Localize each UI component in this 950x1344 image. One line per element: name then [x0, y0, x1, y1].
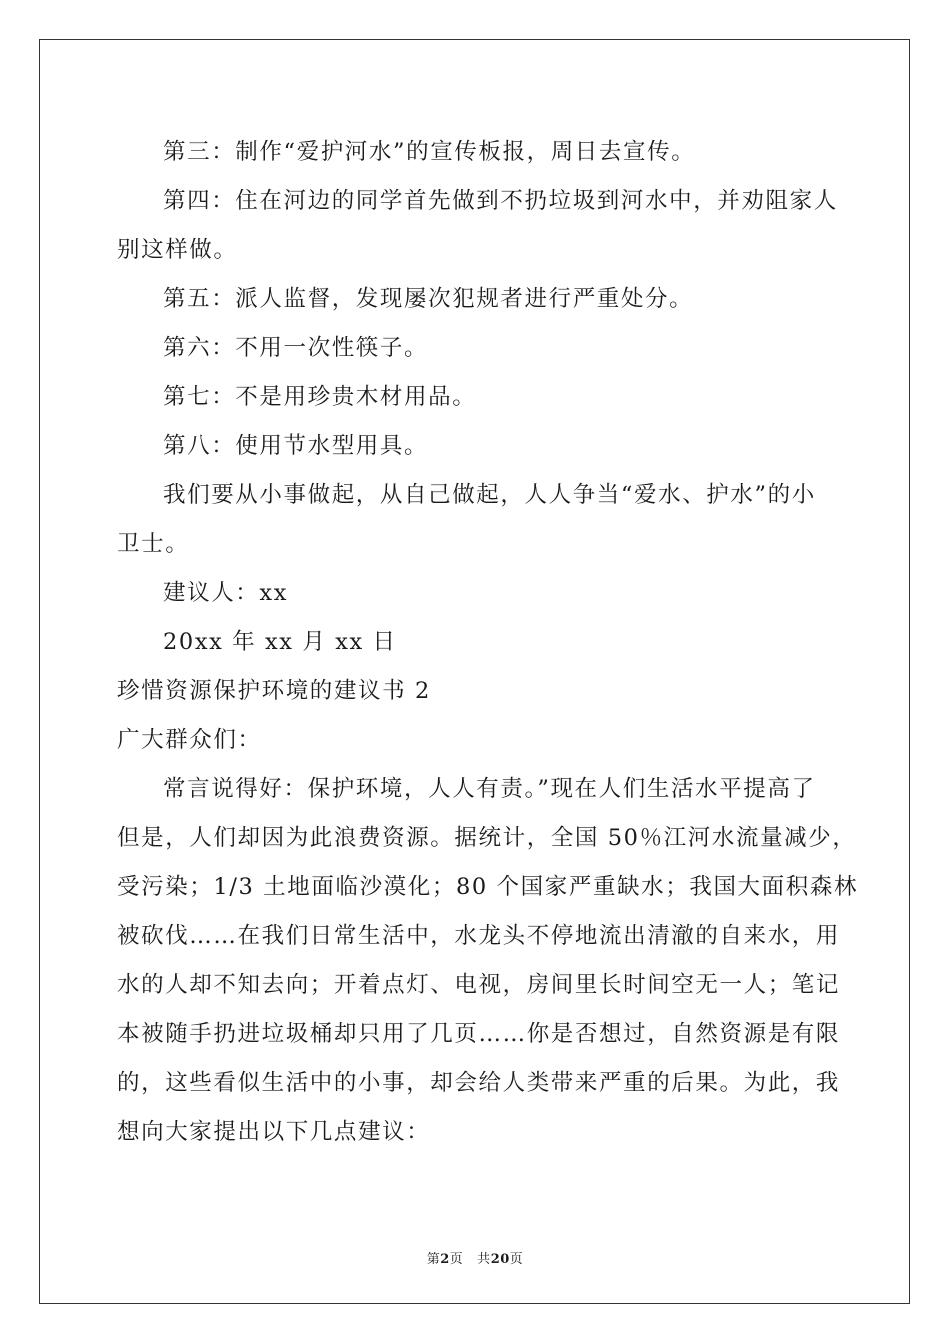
page-footer [0, 1248, 950, 1267]
paragraph-line: 的，这些看似生活中的小事，却会给人类带来严重的后果。为此，我 [117, 1070, 841, 1096]
paragraph-line: 但是，人们却因为此浪费资源。据统计，全国 50％江河水流量减少， [117, 825, 857, 851]
current-page-number: 2 [440, 1252, 450, 1267]
paragraph-line: 第三：制作“爱护河水”的宣传板报，周日去宣传。 [163, 139, 696, 165]
paragraph-line: 常言说得好：保护环境，人人有责。”现在人们生活水平提高了 [163, 776, 816, 802]
paragraph-line: 第六：不用一次性筷子。 [163, 335, 429, 361]
paragraph-line: 被砍伐……在我们日常生活中，水龙头不停地流出清澈的自来水，用 [117, 923, 841, 949]
document-body [117, 128, 859, 1157]
paragraph-line: 受污染；1/3 土地面临沙漠化；80 个国家严重缺水；我国大面积森林 [117, 874, 859, 900]
total-page-count: 20 [490, 1252, 510, 1267]
paragraph-line: 第四：住在河边的同学首先做到不扔垃圾到河水中，并劝阻家人 [163, 188, 838, 214]
footer-page-unit: 页 [449, 1252, 464, 1267]
footer-total-unit: 页 [509, 1252, 524, 1267]
section-title: 珍惜资源保护环境的建议书 2 [117, 678, 431, 704]
paragraph-line: 我们要从小事做起，从自己做起，人人争当“爱水、护水”的小 [163, 482, 816, 508]
footer-total-prefix: 共 [477, 1252, 491, 1267]
paragraph-line: 想向大家提出以下几点建议： [117, 1119, 431, 1145]
paragraph-line: 第七：不是用珍贵木材用品。 [163, 384, 477, 410]
paragraph-line: 第五：派人监督，发现屡次犯规者进行严重处分。 [163, 286, 694, 312]
paragraph-line: 本被随手扔进垃圾桶却只用了几页……你是否想过，自然资源是有限 [117, 1021, 841, 1047]
paragraph-line: 水的人却不知去向；开着点灯、电视，房间里长时间空无一人；笔记 [117, 972, 841, 998]
paragraph-line: 第八：使用节水型用具。 [163, 433, 429, 459]
paragraph-line: 卫士。 [117, 531, 190, 557]
signature-line: 建议人：xx [163, 580, 288, 606]
paragraph-line: 别这样做。 [117, 237, 238, 263]
date-line: 20xx 年 xx 月 xx 日 [163, 629, 397, 655]
salutation: 广大群众们： [117, 727, 262, 753]
footer-prefix: 第 [426, 1252, 441, 1267]
